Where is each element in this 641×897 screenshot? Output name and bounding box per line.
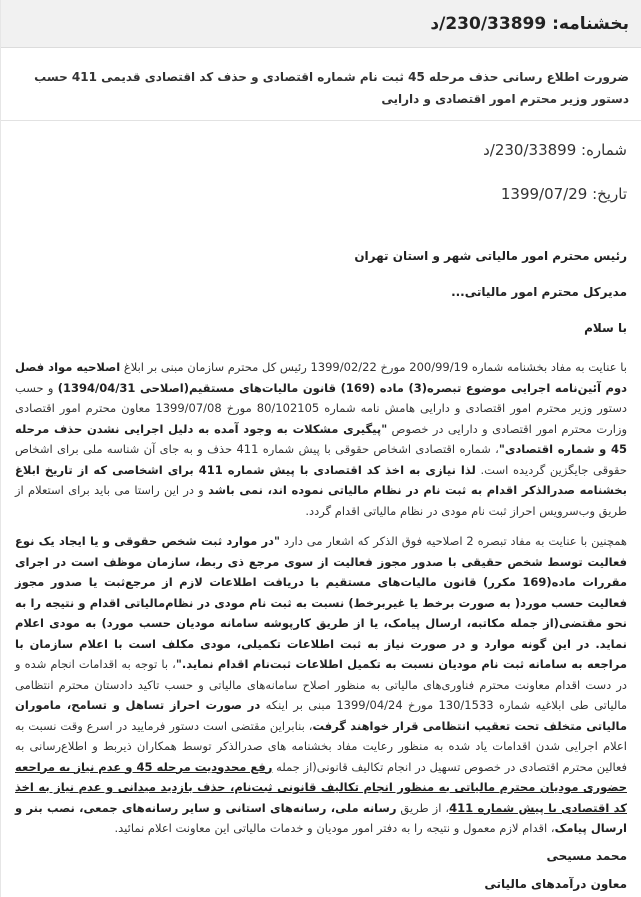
paragraph-2-b: "در موارد ثبت شخص حقوقی و یا ایجاد یک نوع فعالیت توسط شخص حقیقی با صدور مجوز فعالیت از سوی مرجع ذی ربط، سازمان موظف است در اجرای مقررات ماده(169 مکرر) قانون مالیات‌های مستقیم با دریافت اطلاعات لازم از مرجع‌ثبت یا صدور مجوز فعالیت حسب مورد( به صورت برخط یا غیربرخط) نسبت به ثبت نام مودی در نظام‌مالیاتی اقدام و نتیجه را به نحو مقتضی(از جمله مکاتبه، ارسال پیامک، یا از طریق کارپوشه سامانه مودیان حسب مورد) به مودی اعلام نماید. در این گونه موارد و در صورت نیاز به ثبت اطلاعات تکمیلی، مودی مکلف است با اعلام سازمان با مراجعه به سامانه ثبت نام مودیان نسبت به تکمیل اطلاعات ثبت‌نام اقدام نماید." [15, 534, 627, 671]
signer-name: محمد مسیحی [546, 848, 627, 863]
paragraph-2-g: ، از طریق [396, 800, 450, 815]
header-bar [1, 0, 641, 48]
paragraph-1-g: و در این راستا می باید برای استعلام از طریق وب‌سرویس احراز ثبت نام مودی در نظام مالیاتی اقدام گردد. [15, 483, 627, 518]
letter-number: شماره: 230/33899/د [483, 141, 627, 159]
paragraph-2-i: ، اقدام لازم معمول و نتیجه را به دفتر امور مودیان و خدمات مالیاتی این معاونت اعلام نمائید. [114, 821, 555, 835]
signature-block [15, 849, 627, 891]
paragraph-1-d: "پیگیری مشکلات به وجود آمده به دلیل اجرایی نشدن حذف مرحله 45 و شماره اقتصادی" [15, 421, 628, 456]
paragraph-2-c: ، با توجه به اقدامات انجام شده و در دست اقدام معاونت محترم فناوری‌های مالیاتی به منظور اصلاح سامانه‌های مالیاتی و حسب تاکید دادستان محترم انتظامی مالیاتی طی ابلاغیه شماره 130/1533 مورخ 1399/04/24 مبنی بر اینکه [15, 657, 627, 712]
document-subject: ضرورت اطلاع رسانی حذف مرحله 45 ثبت نام شماره اقتصادی و حذف کد اقتصادی قدیمی 411 حسب دستور وزیر محترم امور اقتصادی و دارایی [34, 70, 629, 106]
letter-address [15, 249, 627, 335]
recipient-line: رئیس محترم امور مالیاتی شهر و استان تهران [354, 249, 627, 263]
letter-body [15, 357, 627, 839]
paragraph-1-e: ، شماره اقتصادی اشخاص حقوقی با پیش شماره 411 حذف و به جای آن شناسه ملی برای اشخاص حقوقی جایگزین گردیده است. [15, 442, 627, 477]
letter-date: تاریخ: 1399/07/29 [500, 185, 627, 203]
paragraph-2-d: در صورت احراز تساهل و تسامح، ماموران مالیاتی متخلف تحت تعقیب انتظامی قرار خواهند گرفت [15, 698, 627, 733]
paragraph-1 [15, 357, 627, 521]
paragraph-2-a: همچنین با عنایت به مفاد تبصره 2 اصلاحیه فوق الذکر که اشعار می دارد [279, 534, 627, 548]
greeting: با سلام [584, 321, 627, 335]
paragraph-2-h: رسانه ملی، رسانه‌های استانی و سایر رسانه‌های جمعی، نصب بنر و ارسال پیامک [15, 800, 627, 835]
paragraph-1-c: و حسب دستور وزیر محترم امور اقتصادی و دارایی هامش نامه شماره 80/102105 مورخ 1399/07/08 معاون محترم امور اقتصادی وزارت محترم امور اقتصادی و دارایی در خصوص [15, 380, 628, 436]
recipient-line-2: مدیرکل محترم امور مالیاتی... [451, 285, 627, 299]
letter-meta [15, 139, 627, 205]
paragraph-1-b: اصلاحیه مواد فصل دوم آئین‌نامه اجرایی موضوع تبصره(3) ماده (169) قانون مالیات‌های مستقیم(اصلاحی 1394/04/31) [15, 360, 628, 395]
paragraph-1-f: لذا نیازی به اخذ کد اقتصادی با پیش شماره 411 برای اشخاصی که از تاریخ ابلاغ بخشنامه صدرالذکر اقدام به ثبت نام در نظام مالیاتی نموده اند، نمی باشد [15, 462, 627, 497]
page-title: بخشنامه: 230/33899/د [430, 13, 629, 34]
paragraph-2 [15, 531, 627, 839]
subject-divider [1, 120, 641, 121]
paragraph-2-f: رفع محدودیت مرحله 45 و عدم نیاز به مراجعه حضوری مودیان محترم مالیاتی به منظور انجام تکالیف قانونی ثبت‌نام، حذف بازدید میدانی و عدم نیاز به اخذ کد اقتصادی با پیش شماره 411 [15, 759, 627, 815]
paragraph-2-e: ، بنابراین مقتضی است دستور فرمایید در اسرع وقت نسبت به اعلام اجرایی شدن اقدامات یاد شده به منظور رعایت مفاد بخشنامه های صدرالذکر توسط همکاران ذیربط و اطلاع‌رسانی به فعالین محترم اقتصادی در خصوص تسهیل در انجام تکالیف قانونی(از جمله [15, 718, 628, 774]
signer-position: معاون درآمدهای مالیاتی [484, 876, 627, 891]
paragraph-1-a: با عنایت به مفاد بخشنامه شماره 200/99/19 مورخ 1399/02/22 رئیس کل محترم سازمان مبنی بر ابلاغ [120, 360, 627, 374]
